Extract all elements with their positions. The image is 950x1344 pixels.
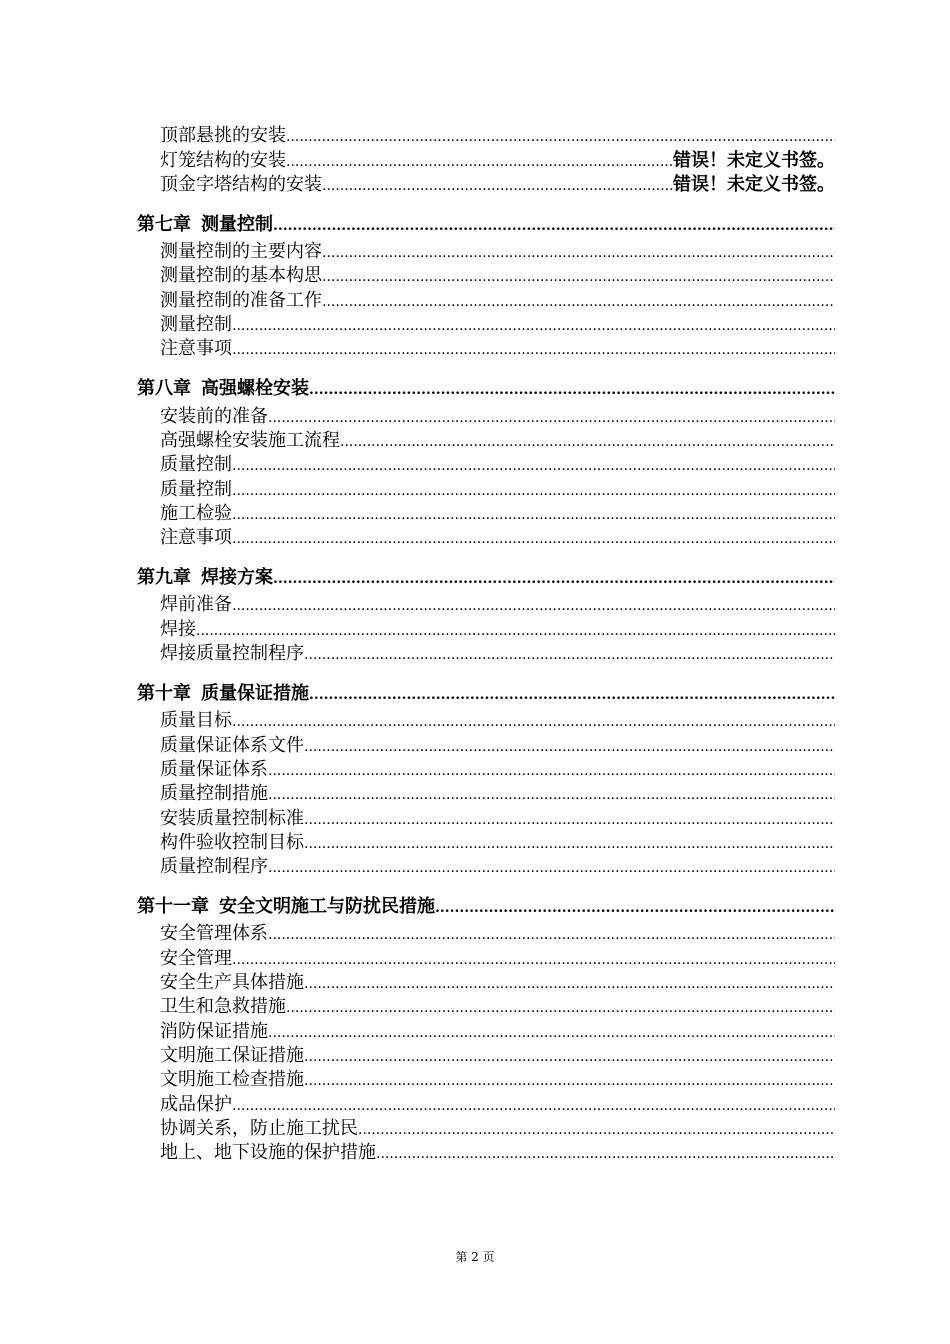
toc-section-title: 测量控制的准备工作	[160, 289, 322, 311]
toc-section-title: 注意事项	[160, 338, 232, 360]
toc-chapter-entry[interactable]	[137, 368, 835, 404]
toc-section-entry[interactable]	[137, 404, 835, 428]
toc-chapter-title: 高强螺栓安装	[201, 378, 309, 400]
toc-section-entry[interactable]	[137, 782, 835, 806]
toc-chapter-number: 第七章	[137, 213, 191, 235]
toc-section-title: 质量控制	[160, 454, 232, 476]
toc-dot-leader	[286, 154, 673, 170]
toc-section-entry[interactable]	[137, 502, 835, 526]
toc-section-entry[interactable]	[137, 1068, 835, 1092]
toc-chapter-heading	[137, 682, 309, 706]
toc-section-entry[interactable]	[137, 1092, 835, 1116]
toc-section-entry[interactable]	[137, 831, 835, 855]
toc-section-title: 安装前的准备	[160, 405, 268, 427]
toc-section-entry[interactable]	[137, 173, 835, 197]
toc-dot-leader	[268, 927, 835, 943]
toc-section-title: 顶部悬挑的安装	[160, 125, 286, 147]
toc-dot-leader	[232, 342, 835, 358]
toc-section-entry[interactable]	[137, 733, 835, 757]
toc-section-entry[interactable]	[137, 1141, 835, 1165]
toc-section-entry[interactable]	[137, 617, 835, 641]
toc-section-entry[interactable]	[137, 995, 835, 1019]
toc-chapter-number: 第九章	[137, 567, 191, 589]
toc-dot-leader	[340, 434, 835, 450]
toc-section-entry[interactable]	[137, 526, 835, 550]
toc-section-entry[interactable]	[137, 264, 835, 288]
toc-dot-leader	[322, 178, 673, 194]
toc-dot-leader	[322, 294, 835, 310]
toc-section-entry[interactable]	[137, 1019, 835, 1043]
toc-section-title: 焊前准备	[160, 594, 232, 616]
toc-dot-leader	[268, 787, 835, 803]
toc-chapter-entry[interactable]	[137, 557, 835, 593]
toc-section-title: 协调关系，防止施工扰民	[160, 1117, 358, 1139]
toc-section-title: 构件验收控制目标	[160, 831, 304, 853]
toc-section-title: 施工检验	[160, 502, 232, 524]
toc-section-entry[interactable]	[137, 806, 835, 830]
toc-dot-leader	[309, 382, 835, 398]
toc-chapter-title: 安全文明施工与防扰民措施	[219, 896, 435, 918]
toc-dot-leader	[304, 812, 835, 828]
toc-chapter-number: 第十一章	[137, 896, 209, 918]
toc-chapter-number: 第八章	[137, 378, 191, 400]
toc-section-entry[interactable]	[137, 922, 835, 946]
toc-section-entry[interactable]	[137, 946, 835, 970]
toc-dot-leader	[268, 410, 835, 426]
toc-dot-leader	[232, 531, 835, 547]
toc-dot-leader	[286, 129, 835, 145]
toc-section-entry[interactable]	[137, 429, 835, 453]
toc-dot-leader	[232, 458, 835, 474]
toc-section-title: 消防保证措施	[160, 1020, 268, 1042]
toc-dot-leader	[304, 836, 835, 852]
toc-chapter-title: 测量控制	[201, 213, 273, 235]
toc-dot-leader	[273, 218, 835, 234]
toc-section-entry[interactable]	[137, 971, 835, 995]
toc-dot-leader	[322, 269, 835, 285]
toc-section-title: 灯笼结构的安装	[160, 149, 286, 171]
toc-section-entry[interactable]	[137, 337, 835, 361]
toc-section-entry[interactable]	[137, 240, 835, 264]
toc-section-title: 焊接质量控制程序	[160, 643, 304, 665]
toc-chapter-heading	[137, 377, 309, 401]
toc-dot-leader	[304, 976, 835, 992]
toc-chapter-number: 第十章	[137, 683, 191, 705]
toc-section-entry[interactable]	[137, 593, 835, 617]
toc-section-title: 测量控制	[160, 314, 232, 336]
toc-dot-leader	[268, 860, 835, 876]
toc-section-title: 地上、地下设施的保护措施	[160, 1142, 376, 1164]
toc-dot-leader	[435, 900, 835, 916]
toc-dot-leader	[309, 687, 835, 703]
toc-dot-leader	[232, 483, 835, 499]
toc-chapter-heading	[137, 213, 273, 237]
toc-section-entry[interactable]	[137, 288, 835, 312]
toc-section-title: 安全管理体系	[160, 923, 268, 945]
toc-section-title: 测量控制的主要内容	[160, 241, 322, 263]
toc-dot-leader	[304, 647, 835, 663]
toc-section-title: 顶金字塔结构的安装	[160, 173, 322, 195]
toc-section-entry[interactable]	[137, 1044, 835, 1068]
toc-bookmark-error: 错误！未定义书签。	[673, 173, 835, 195]
toc-section-entry[interactable]	[137, 313, 835, 337]
toc-section-entry[interactable]	[137, 642, 835, 666]
toc-section-entry[interactable]	[137, 758, 835, 782]
table-of-contents	[137, 124, 835, 1165]
toc-section-title: 焊接	[160, 618, 196, 640]
toc-section-title: 注意事项	[160, 527, 232, 549]
toc-dot-leader	[286, 1000, 835, 1016]
toc-dot-leader	[304, 739, 835, 755]
toc-dot-leader	[268, 763, 835, 779]
toc-dot-leader	[232, 952, 835, 968]
toc-dot-leader	[376, 1146, 835, 1162]
toc-dot-leader	[358, 1122, 835, 1138]
toc-section-entry[interactable]	[137, 1117, 835, 1141]
toc-section-title: 质量目标	[160, 710, 232, 732]
toc-dot-leader	[304, 1049, 835, 1065]
toc-dot-leader	[232, 714, 835, 730]
toc-dot-leader	[196, 623, 835, 639]
toc-section-title: 质量控制程序	[160, 856, 268, 878]
toc-chapter-entry[interactable]	[137, 204, 835, 240]
page-number: 第 2 页	[455, 1250, 495, 1264]
toc-section-title: 高强螺栓安装施工流程	[160, 429, 340, 451]
toc-dot-leader	[232, 507, 835, 523]
toc-chapter-title: 焊接方案	[201, 567, 273, 589]
toc-section-entry[interactable]	[137, 453, 835, 477]
toc-section-title: 安全生产具体措施	[160, 972, 304, 994]
toc-section-title: 质量保证体系	[160, 758, 268, 780]
toc-section-entry[interactable]	[137, 855, 835, 879]
toc-section-title: 质量保证体系文件	[160, 734, 304, 756]
toc-bookmark-error: 错误！未定义书签。	[673, 149, 835, 171]
toc-section-title: 卫生和急救措施	[160, 996, 286, 1018]
toc-section-entry[interactable]	[137, 124, 835, 148]
toc-section-entry[interactable]	[137, 477, 835, 501]
toc-chapter-heading	[137, 895, 435, 919]
toc-section-title: 安全管理	[160, 947, 232, 969]
toc-section-title: 安装质量控制标准	[160, 807, 304, 829]
toc-dot-leader	[304, 1073, 835, 1089]
toc-section-title: 文明施工检查措施	[160, 1069, 304, 1091]
toc-dot-leader	[273, 571, 835, 587]
toc-section-title: 测量控制的基本构思	[160, 265, 322, 287]
toc-dot-leader	[232, 1098, 835, 1114]
toc-section-entry[interactable]	[137, 709, 835, 733]
toc-dot-leader	[232, 598, 835, 614]
toc-chapter-heading	[137, 566, 273, 590]
toc-chapter-entry[interactable]	[137, 886, 835, 922]
toc-dot-leader	[232, 318, 835, 334]
toc-dot-leader	[322, 245, 835, 261]
toc-section-title: 文明施工保证措施	[160, 1044, 304, 1066]
toc-chapter-title: 质量保证措施	[201, 683, 309, 705]
toc-section-entry[interactable]	[137, 148, 835, 172]
toc-section-title: 质量控制措施	[160, 783, 268, 805]
toc-section-title: 成品保护	[160, 1093, 232, 1115]
toc-dot-leader	[268, 1025, 835, 1041]
toc-section-title: 质量控制	[160, 478, 232, 500]
page-footer	[0, 1248, 950, 1265]
toc-chapter-entry[interactable]	[137, 673, 835, 709]
